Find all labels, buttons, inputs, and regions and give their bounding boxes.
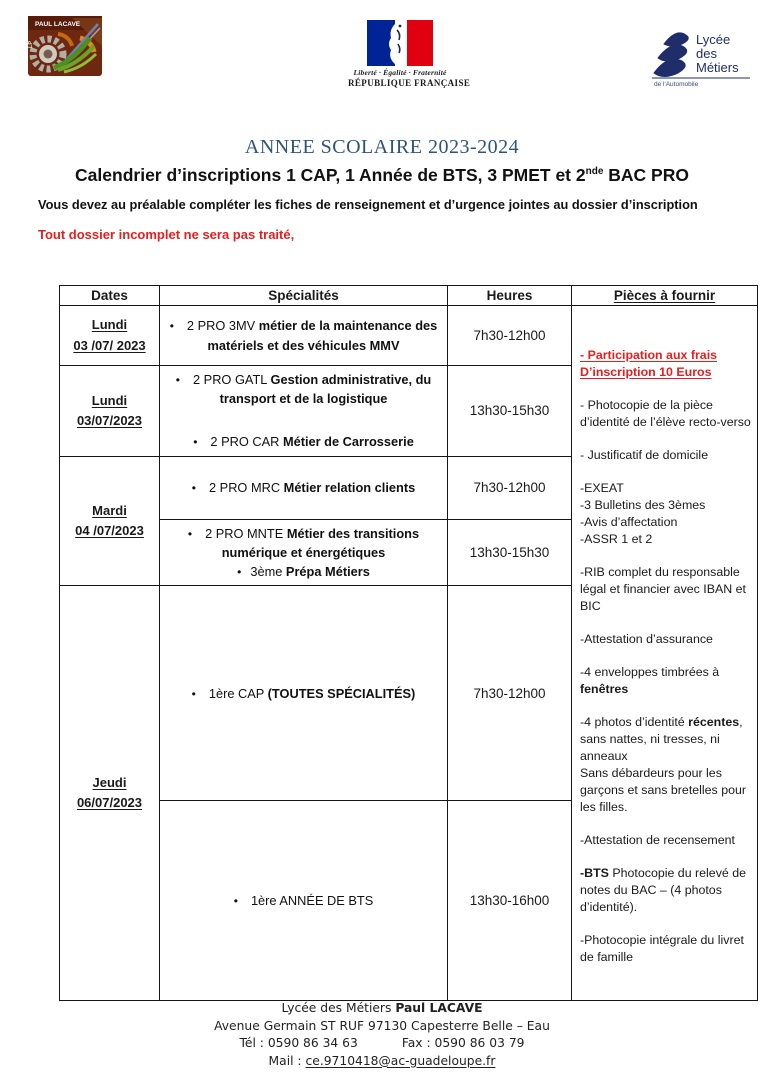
- column-header-heures: Heures: [448, 286, 572, 306]
- lycee-subtitle: de l'Automobile: [654, 81, 699, 88]
- footer-tel: Tél : 0590 86 34 63: [239, 1036, 358, 1050]
- spec-cell-bts: [160, 801, 448, 1001]
- school-badge-name: PAUL LACAVE: [35, 21, 81, 28]
- table-row: [60, 306, 758, 366]
- hours-cell: 7h30-12h00: [448, 306, 572, 366]
- pieces-justificatif-domicile: - Justificatif de domicile: [580, 447, 709, 462]
- lycee-word-3: Métiers: [696, 60, 739, 75]
- spec-cell-gatl-car: [160, 366, 448, 457]
- spec-item: • 2 PRO MRC Métier relation clients: [168, 478, 439, 497]
- pieces-attestation-assurance: -Attestation d’assurance: [580, 631, 713, 646]
- table-header-row: [60, 286, 758, 306]
- pieces-enveloppes: -4 enveloppes timbrées à fenêtres: [580, 664, 720, 696]
- footer-address: Avenue Germain ST RUF 97130 Capesterre Belle – Eau: [214, 1018, 550, 1033]
- lycee-word-2: des: [696, 46, 717, 61]
- date-cell-lundi-2: Lundi 03/07/2023: [60, 366, 160, 457]
- lycee-des-metiers-logo: [650, 26, 760, 93]
- pieces-bulletins: -3 Bulletins des 3èmes: [580, 497, 706, 512]
- hours-cell: 13h30-16h00: [448, 801, 572, 1001]
- warning-text: Tout dossier incomplet ne sera pas traité,: [38, 227, 295, 242]
- column-header-pieces: Pièces à fournir: [572, 286, 758, 306]
- hours-cell: 7h30-12h00: [448, 456, 572, 519]
- republique-francaise-logo: [348, 20, 471, 88]
- pieces-bts-releve: -BTS Photocopie du relevé de notes du BAC – (4 photos d’identité).: [580, 865, 747, 914]
- school-badge-side-label: LP: [28, 40, 34, 48]
- school-badge-icon: [28, 16, 102, 76]
- pieces-livret-famille: -Photocopie intégrale du livret de famille: [580, 932, 744, 964]
- republic-motto: Liberté · Égalité · Fraternité: [353, 68, 447, 77]
- lycee-swoosh-icon: [650, 26, 760, 88]
- footer-mail-line: Mail : ce.9710418@ac-guadeloupe.fr: [268, 1053, 496, 1068]
- pieces-a-fournir-cell: [572, 306, 758, 1001]
- hours-cell: 13h30-15h30: [448, 366, 572, 457]
- spec-item: • 1ère CAP (TOUTES SPÉCIALITÉS): [168, 684, 439, 703]
- spec-cell-3mv: [160, 306, 448, 366]
- instruction-text: Vous devez au préalable compléter les fiches de renseignement et d’urgence jointes au dossier d’inscription: [38, 197, 698, 212]
- spec-item: • 2 PRO CAR Métier de Carrosserie: [168, 432, 439, 451]
- inscription-calendar-table: [59, 285, 758, 1001]
- footer-contact-block: [0, 1000, 764, 1070]
- document-title: [0, 165, 764, 186]
- footer-school-name: Lycée des Métiers Paul LACAVE: [281, 1001, 483, 1015]
- pieces-participation: - Participation aux frais D’inscription 10 Euros: [580, 347, 718, 379]
- date-cell-mardi: Mardi 04 /07/2023: [60, 456, 160, 586]
- pieces-rib: -RIB complet du responsable légal et financier avec IBAN et BIC: [580, 564, 746, 613]
- footer-email-link[interactable]: ce.9710418@ac-guadeloupe.fr: [305, 1053, 496, 1068]
- date-cell-lundi-1: Lundi 03 /07/ 2023: [60, 306, 160, 366]
- footer-fax: Fax : 0590 86 03 79: [401, 1036, 525, 1050]
- column-header-specialites: Spécialités: [160, 286, 448, 306]
- document-title-main: Calendrier d’inscriptions 1 CAP, 1 Année de BTS, 3 PMET et 2: [75, 165, 586, 185]
- footer-tel-fax: [0, 1035, 764, 1053]
- pieces-photocopie-identite: - Photocopie de la pièce d’identité de l’élève recto-verso: [580, 397, 751, 429]
- spec-item: • 1ère ANNÉE DE BTS: [168, 891, 439, 910]
- marianne-flag-icon: [367, 20, 433, 66]
- document-title-superscript: nde: [585, 166, 604, 178]
- hours-cell: 7h30-12h00: [448, 586, 572, 801]
- date-cell-jeudi: Jeudi 06/07/2023: [60, 586, 160, 1001]
- lycee-word-1: Lycée: [696, 32, 731, 47]
- spec-cell-mrc: [160, 456, 448, 519]
- document-title-end: BAC PRO: [603, 165, 689, 185]
- spec-item: • 2 PRO 3MV métier de la maintenance des matériels et des véhicules MMV: [168, 316, 439, 354]
- pieces-assr: -ASSR 1 et 2: [580, 531, 653, 546]
- spec-item: • 2 PRO GATL Gestion administrative, du transport et de la logistique: [168, 370, 439, 408]
- spec-cell-mnte: [160, 519, 448, 586]
- school-year-title: ANNEE SCOLAIRE 2023-2024: [244, 136, 520, 158]
- pieces-avis-affectation: -Avis d’affectation: [580, 514, 678, 529]
- hours-cell: 13h30-15h30: [448, 519, 572, 586]
- spec-cell-cap: [160, 586, 448, 801]
- pieces-exeat: -EXEAT: [580, 480, 624, 495]
- republic-name: RÉPUBLIQUE FRANÇAISE: [348, 78, 471, 88]
- spec-item-sub: • 3ème Prépa Métiers: [168, 562, 439, 581]
- school-badge-logo: [28, 16, 102, 81]
- spec-item: • 2 PRO MNTE Métier des transitions numérique et énergétiques: [168, 524, 439, 562]
- pieces-attestation-recensement: -Attestation de recensement: [580, 832, 735, 847]
- column-header-dates: Dates: [60, 286, 160, 306]
- pieces-photos-identite: -4 photos d’identité récentes, sans nattes, ni tresses, ni anneaux Sans débardeurs pour les garçons et sans bretelles pour les filles.: [580, 714, 746, 814]
